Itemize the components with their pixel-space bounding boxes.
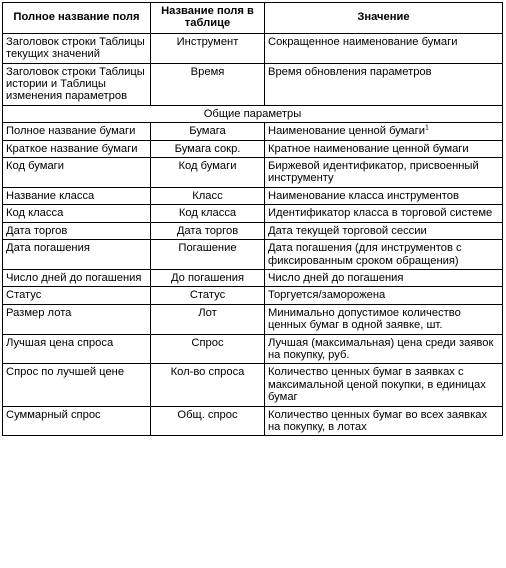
cell-full-name: Краткое название бумаги: [3, 140, 151, 157]
cell-value: Дата текущей торговой сессии: [265, 222, 503, 239]
cell-value: Идентификатор класса в торговой системе: [265, 205, 503, 222]
table-row: [3, 406, 503, 436]
table-row: [3, 334, 503, 364]
cell-table-name: Погашение: [151, 240, 265, 270]
cell-full-name: Заголовок строки Таблицы текущих значений: [3, 33, 151, 63]
table-row: [3, 240, 503, 270]
cell-value-text: Наименование ценной бумаги: [268, 125, 425, 138]
cell-full-name: Число дней до погашения: [3, 269, 151, 286]
cell-value: Время обновления параметров: [265, 63, 503, 105]
section-row: [3, 105, 503, 122]
cell-table-name: Дата торгов: [151, 222, 265, 239]
cell-full-name: Полное название бумаги: [3, 123, 151, 140]
cell-table-name: Бумага сокр.: [151, 140, 265, 157]
cell-table-name: Лот: [151, 304, 265, 334]
header-full-name: Полное название поля: [3, 3, 151, 34]
fields-table: [2, 2, 503, 436]
header-table-name: Название поля в таблице: [151, 3, 265, 34]
footnote-mark: 1: [424, 124, 429, 132]
cell-table-name: Класс: [151, 187, 265, 204]
table-row: [3, 63, 503, 105]
cell-value: Число дней до погашения: [265, 269, 503, 286]
cell-table-name: Статус: [151, 287, 265, 304]
cell-full-name: Статус: [3, 287, 151, 304]
cell-full-name: Спрос по лучшей цене: [3, 364, 151, 406]
table-row: [3, 123, 503, 140]
table-row: [3, 269, 503, 286]
cell-table-name: До погашения: [151, 269, 265, 286]
cell-table-name: Код класса: [151, 205, 265, 222]
cell-value: Количество ценных бумаг во всех заявках на покупку, в лотах: [265, 406, 503, 436]
cell-value: Лучшая (максимальная) цена среди заявок на покупку, руб.: [265, 334, 503, 364]
cell-full-name: Суммарный спрос: [3, 406, 151, 436]
table-row: [3, 187, 503, 204]
cell-full-name: Дата торгов: [3, 222, 151, 239]
header-row: [3, 3, 503, 34]
cell-full-name: Код класса: [3, 205, 151, 222]
cell-table-name: Инструмент: [151, 33, 265, 63]
table-row: [3, 33, 503, 63]
cell-value: Сокращенное наименование бумаги: [265, 33, 503, 63]
cell-value: Кратное наименование ценной бумаги: [265, 140, 503, 157]
table-row: [3, 304, 503, 334]
table-row: [3, 364, 503, 406]
cell-table-name: Спрос: [151, 334, 265, 364]
cell-value: Минимально допустимое количество ценных бумаг в одной заявке, шт.: [265, 304, 503, 334]
table-row: [3, 140, 503, 157]
cell-table-name: Код бумаги: [151, 158, 265, 188]
table-row: [3, 287, 503, 304]
table-row: [3, 158, 503, 188]
cell-full-name: Заголовок строки Таблицы истории и Таблицы изменения параметров: [3, 63, 151, 105]
table-row: [3, 205, 503, 222]
cell-table-name: Общ. спрос: [151, 406, 265, 436]
cell-value: [265, 123, 503, 140]
table-row: [3, 222, 503, 239]
cell-table-name: Кол-во спроса: [151, 364, 265, 406]
header-value: Значение: [265, 3, 503, 34]
cell-value: Биржевой идентификатор, присвоенный инструменту: [265, 158, 503, 188]
cell-full-name: Код бумаги: [3, 158, 151, 188]
cell-full-name: Дата погашения: [3, 240, 151, 270]
cell-value: Торгуется/заморожена: [265, 287, 503, 304]
cell-table-name: Время: [151, 63, 265, 105]
cell-full-name: Размер лота: [3, 304, 151, 334]
section-label: Общие параметры: [3, 105, 503, 122]
cell-full-name: Название класса: [3, 187, 151, 204]
cell-full-name: Лучшая цена спроса: [3, 334, 151, 364]
cell-value: Наименование класса инструментов: [265, 187, 503, 204]
cell-table-name: Бумага: [151, 123, 265, 140]
cell-value: Количество ценных бумаг в заявках с максимальной ценой покупки, в единицах бумаг: [265, 364, 503, 406]
cell-value: Дата погашения (для инструментов с фиксированным сроком обращения): [265, 240, 503, 270]
